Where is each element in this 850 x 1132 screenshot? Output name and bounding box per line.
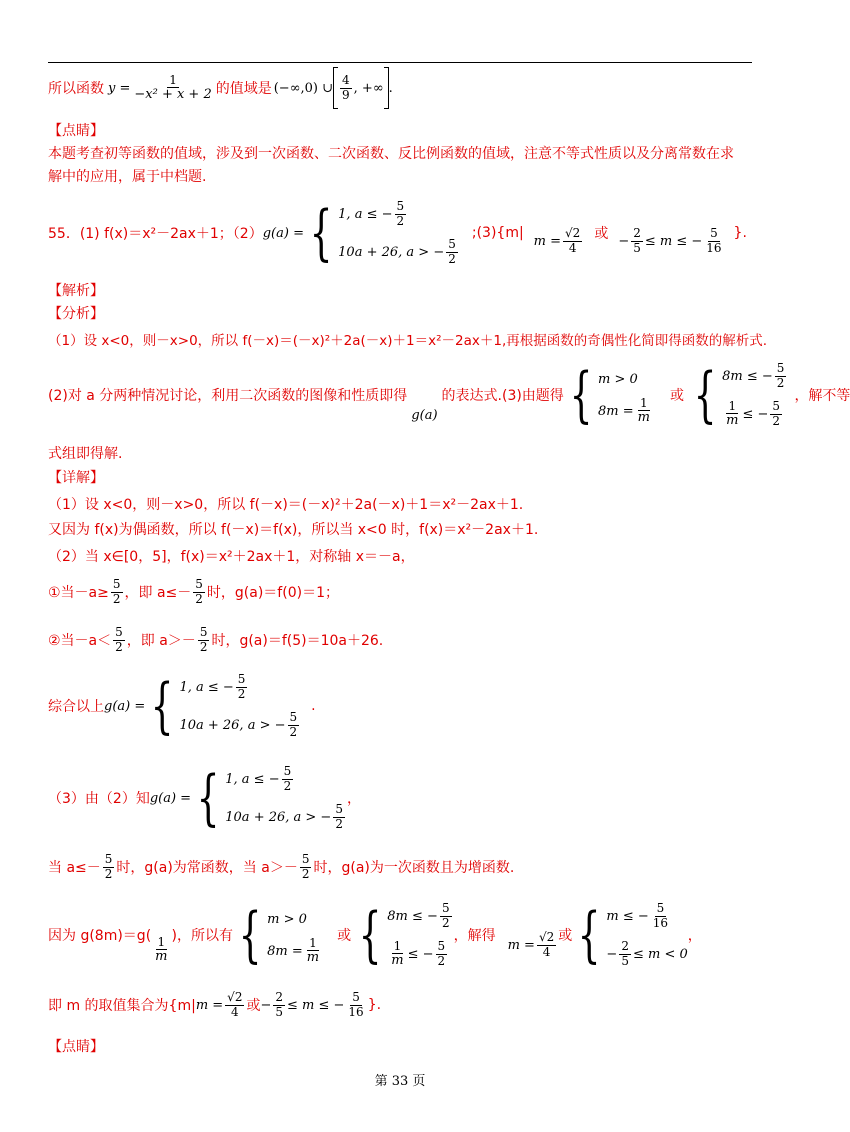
- math-g: g(a) =: [262, 225, 304, 241]
- brace: {: [309, 198, 333, 268]
- brace: {: [693, 360, 717, 430]
- text: }.: [733, 225, 747, 241]
- because-line: 因为 g(8m)＝g( $\frac{1}{m}$ )，所以有 { m > 0 8m = $\frac{1}{m}$ 或 { 8m ≤ − $\frac{5}{2}$ $\frac{1}{m}$ ≤ − $\frac{5}{2}$ ，解得 m = $\frac{√2}{4}$ 或 { m ≤ − $\frac{5}{16}$ − $\frac{2}{5}$ ≤ m < 0 ，: [48, 900, 702, 970]
- math: ≤ m ≤ −: [644, 233, 703, 249]
- text: (2)对 a 分两种情况讨论，利用二次函数的图像和性质即得: [48, 388, 408, 404]
- text: ;(3){m|: [471, 225, 524, 241]
- analysis-part2: (2)对 a 分两种情况讨论，利用二次函数的图像和性质即得 g(a) 的表达式.(3)由题得 { m > 0 8m = $\frac{1}{m}$ 或 { 8m ≤ − $\frac{5}{2}$ $\frac{1}{m}$ ≤ − $\frac{5}{2}$ ，解不等: [48, 360, 850, 430]
- text: 或: [669, 388, 684, 404]
- math: m =: [533, 233, 562, 249]
- final-answer-line: 即 m 的取值集合为{m| m = $\frac{√2}{4}$ 或 − $\frac{2}{5}$ ≤ m ≤ − $\frac{5}{16}$ }.: [48, 990, 382, 1019]
- system-2: 8m ≤ − $\frac{5}{2}$ $\frac{1}{m}$ ≤ − $\frac{5}{2}$: [722, 361, 785, 428]
- text: 所以函数: [48, 81, 104, 97]
- case-1: ①当－a≥ $\frac{5}{2}$ ，即 a≤－ $\frac{5}{2}$ 时，g(a)＝f(0)＝1；: [48, 577, 339, 606]
- fraction: $\frac{2}{5}$: [633, 226, 641, 255]
- brace: {: [569, 360, 593, 430]
- paragraph: （2）当 x∈[0，5]，f(x)＝x²＋2ax＋1，对称轴 x＝－a，: [48, 549, 415, 565]
- question-55-answer: [48, 195, 747, 271]
- text: .: [388, 80, 393, 96]
- summary-piecewise: 综合以上 g(a) = { 1, a ≤ − $\frac{5}{2}$ 10a + 26, a > − $\frac{5}{2}$ .: [48, 671, 316, 741]
- header-rule: [48, 62, 752, 63]
- paragraph: 式组即得解.: [48, 446, 123, 462]
- monotonic-line: 当 a≤－ $\frac{5}{2}$ 时，g(a)为常函数，当 a＞－ $\frac{5}{2}$ 时，g(a)为一次函数且为增函数.: [48, 852, 515, 881]
- section-heading-fenxi: 【分析】: [48, 306, 104, 322]
- fraction: $\frac{√2}{4}$: [565, 226, 581, 255]
- fraction: $\frac{4}{9}$: [342, 73, 350, 102]
- paragraph: （1）设 x<0，则－x>0，所以 f(－x)＝(－x)²＋2a(－x)＋1＝x²－2ax＋1.: [48, 497, 524, 513]
- range-result-line: [48, 68, 393, 108]
- part3-piecewise: （3）由（2）知 g(a) = { 1, a ≤ − $\frac{5}{2}$ 10a + 26, a > − $\frac{5}{2}$ ，: [48, 763, 361, 833]
- paragraph: 本题考查初等函数的值域，涉及到一次函数、二次函数、反比例函数的值域，注意不等式性质以及分离常数在求: [48, 146, 734, 162]
- page-number: 第 33 页: [374, 1074, 426, 1089]
- paragraph: 解中的应用，属于中档题.: [48, 169, 207, 185]
- text: 55．(1) f(x)＝x²－2ax＋1；（2）: [48, 226, 263, 242]
- system-1: m > 0 8m = $\frac{1}{m}$: [598, 371, 650, 425]
- math-range: , +∞: [353, 80, 384, 96]
- section-heading-dianjing: 【点睛】: [48, 1039, 104, 1055]
- paragraph: （1）设 x<0，则－x>0，所以 f(－x)＝(－x)²＋2a(－x)＋1＝x²－2ax＋1,再根据函数的奇偶性化简即得函数的解析式.: [48, 333, 768, 349]
- math-range: (−∞,0) ∪: [273, 80, 334, 96]
- section-heading-xiangjie: 【详解】: [48, 470, 104, 486]
- piecewise: 1, a ≤ − $\frac{5}{2}$ 10a + 26, a > − $\frac{5}{2}$: [338, 199, 456, 266]
- paragraph: 又因为 f(x)为偶函数，所以 f(－x)＝f(x)，所以当 x<0 时，f(x)＝x²－2ax＋1.: [48, 522, 539, 538]
- section-heading-dianjing: 【点睛】: [48, 123, 104, 139]
- text: 的值域是: [215, 81, 272, 97]
- section-heading-jiexi: 【解析】: [48, 283, 104, 299]
- text: 的表达式.(3)由题得: [441, 388, 564, 404]
- fraction: $\frac{5}{16}$: [706, 226, 722, 255]
- math: −: [618, 233, 630, 249]
- text: ，解不等: [794, 388, 850, 404]
- case-2: ②当－a＜ $\frac{5}{2}$ ，即 a＞－ $\frac{5}{2}$ 时，g(a)＝f(5)＝10a＋26.: [48, 625, 384, 654]
- bracket-left: [333, 67, 338, 109]
- fraction: $\frac{1}{\text{−x² + x + 2}}$: [134, 72, 212, 102]
- math-y: y =: [108, 80, 131, 96]
- text: 或: [594, 226, 609, 242]
